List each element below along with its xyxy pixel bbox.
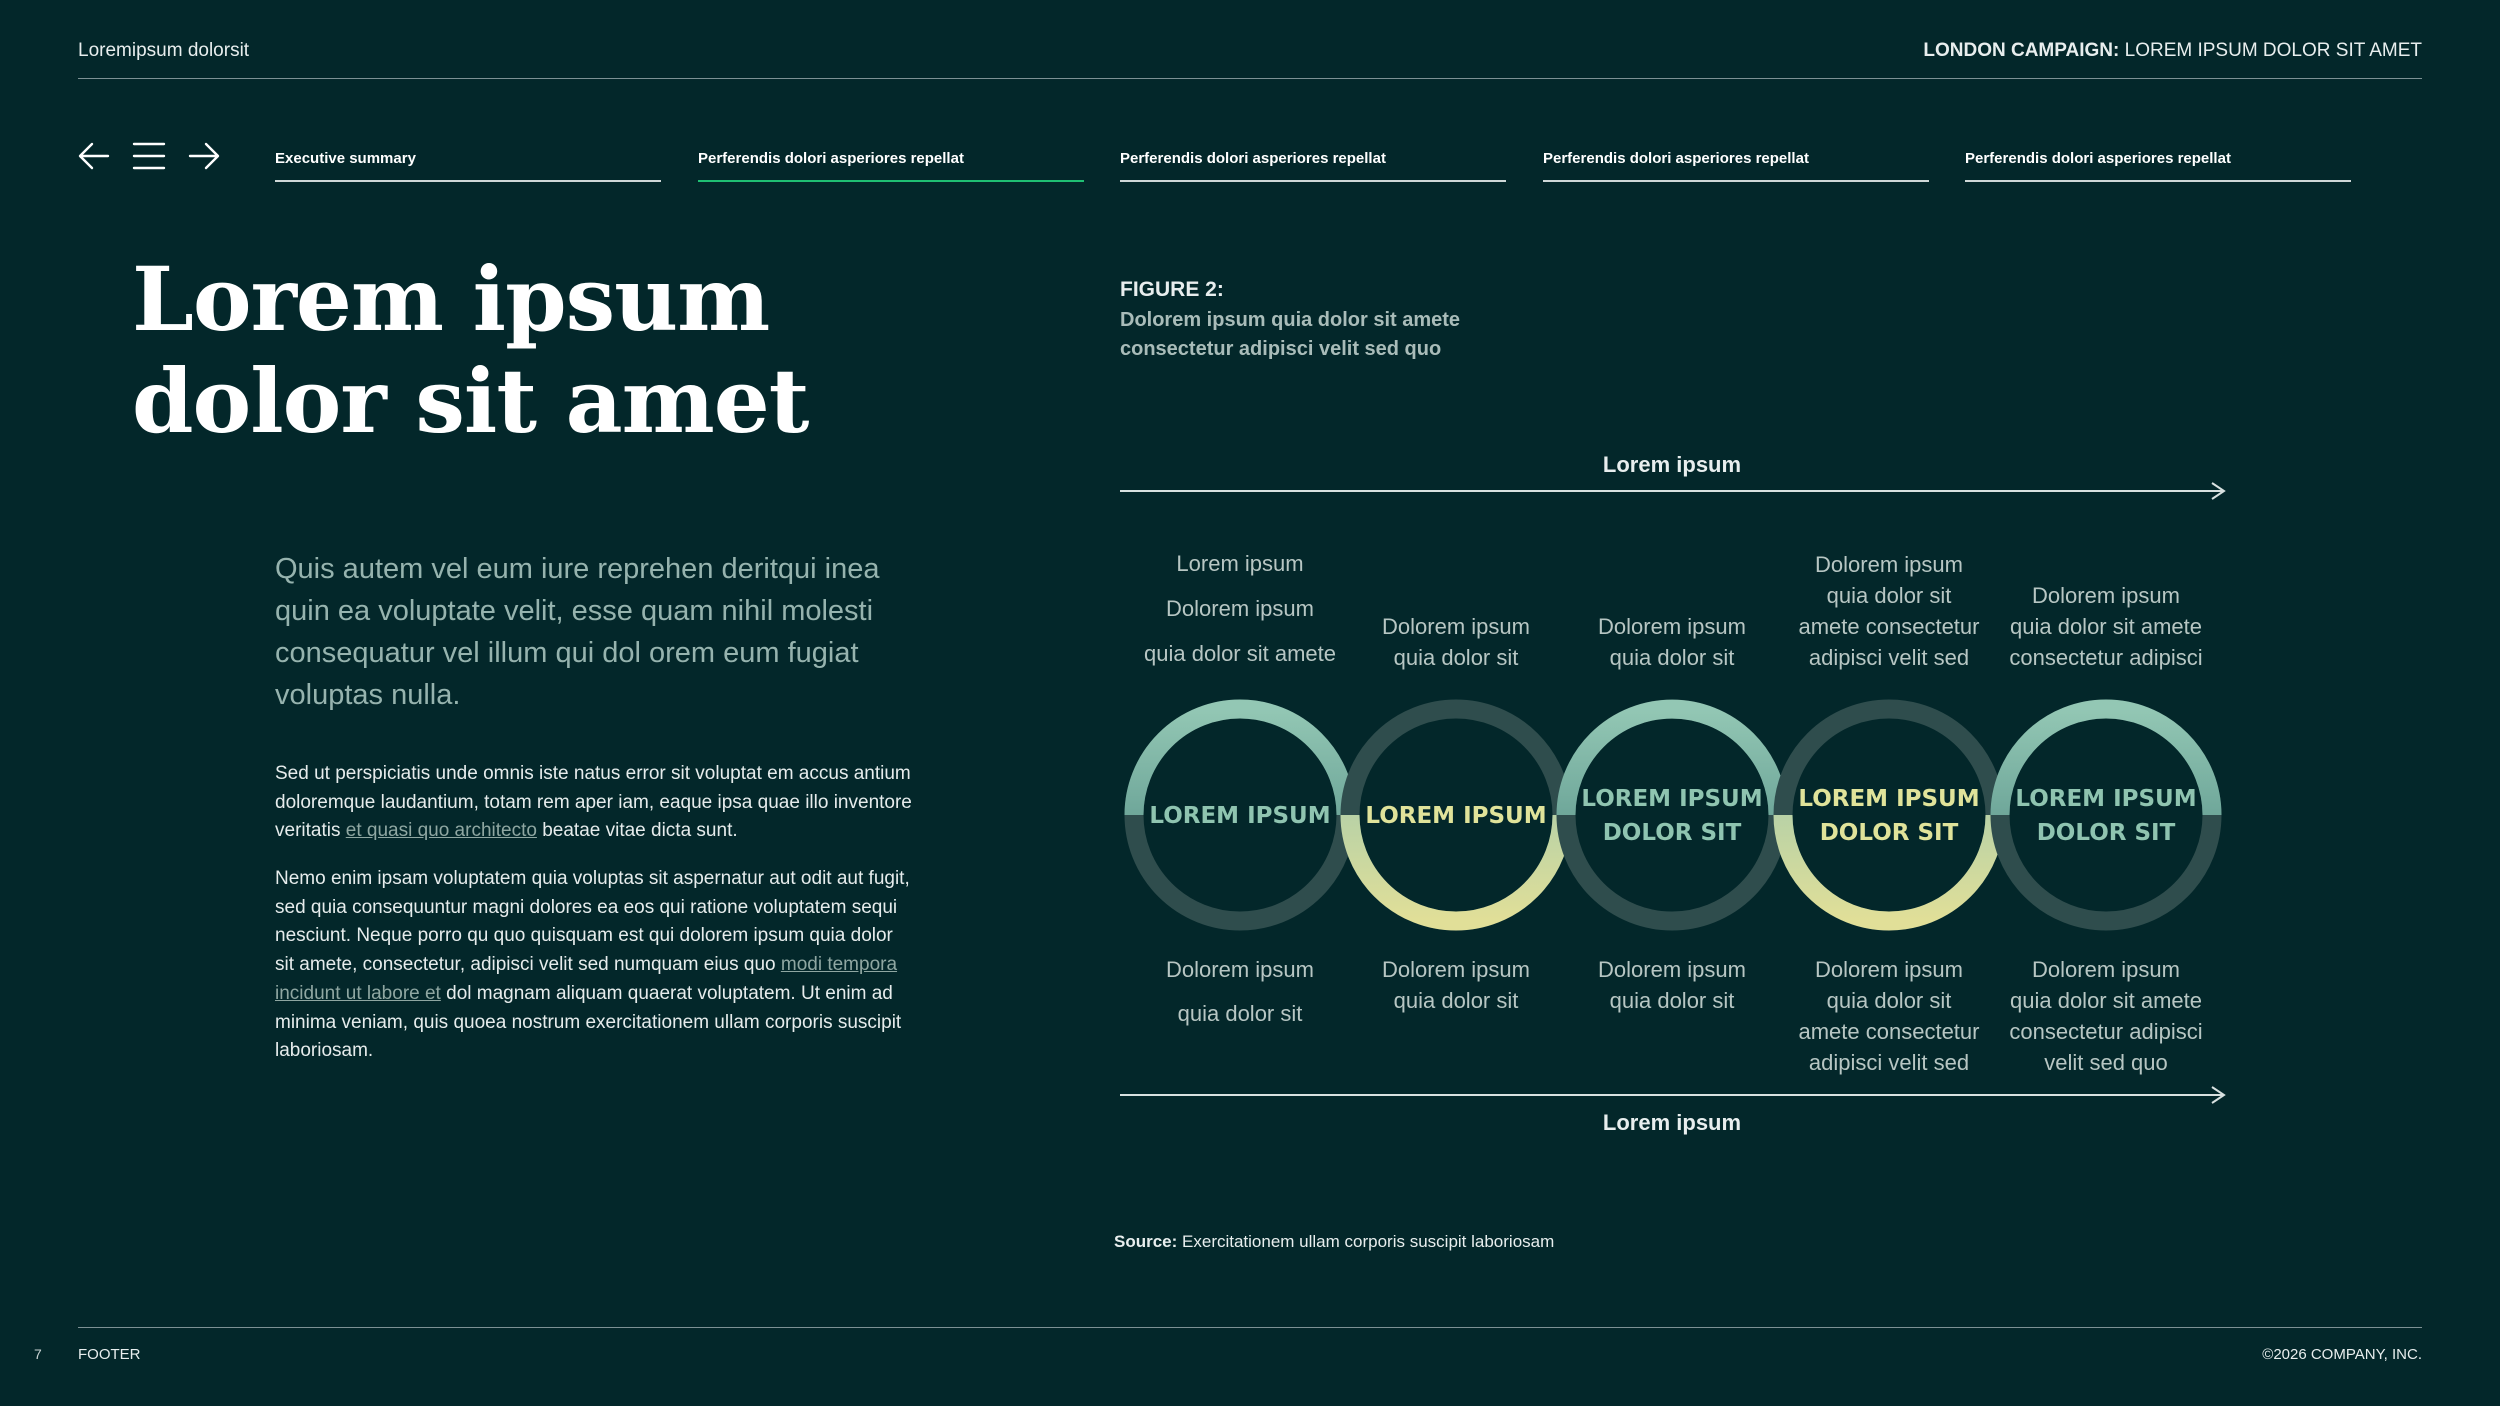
node-caption-top: Dolorem ipsum [1166, 596, 1314, 621]
node-caption-top: adipisci velit sed [1808, 645, 1970, 670]
node-caption-bottom: quia dolor sit [1177, 1001, 1303, 1026]
node-caption-bottom: quia dolor sit amete [2010, 988, 2202, 1013]
ring-label: LOREM IPSUM [1798, 786, 1980, 812]
node-caption-bottom: Dolorem ipsum [2032, 957, 2180, 982]
campaign-title-rest: LOREM IPSUM DOLOR SIT AMET [2119, 40, 2422, 61]
node-caption-top: consectetur adipisci [2009, 645, 2203, 670]
top-axis-label: Lorem ipsum [1602, 452, 1742, 477]
bottom-axis-label: Lorem ipsum [1602, 1110, 1742, 1135]
ring-label: LOREM IPSUM [1149, 803, 1331, 829]
brand-name: Loremipsum dolorsit [78, 40, 250, 61]
node-caption-bottom: adipisci velit sed [1808, 1050, 1970, 1075]
node-caption-bottom: quia dolor sit [1826, 988, 1952, 1013]
footer-label: FOOTER [78, 1346, 141, 1363]
ring-label: LOREM IPSUM [2015, 786, 2197, 812]
page-title-line: dolor sit amet [132, 349, 809, 453]
node-caption-top: quia dolor sit [1826, 583, 1952, 608]
ring-label: LOREM IPSUM [1365, 803, 1547, 829]
inline-link[interactable]: et quasi quo architecto [345, 820, 537, 842]
tab-label: Perferendis dolori asperiores repellat [698, 150, 964, 167]
node-caption-top: quia dolor sit [1393, 645, 1519, 670]
campaign-title-bold: LONDON CAMPAIGN: [1923, 40, 2120, 61]
node-caption-top: amete consectetur [1798, 614, 1980, 639]
tab-label: Perferendis dolori asperiores repellat [1120, 150, 1386, 167]
lead-paragraph: Quis autem vel eum iure reprehen deritqui inea quin ea voluptate velit, esse quam nihil molesti consequatur vel illum qui dol orem eum fugiat voluptas nulla. [275, 553, 880, 711]
page-title-line: Lorem ipsum [132, 247, 770, 351]
source-note [1114, 1232, 1554, 1252]
source-label: Source: [1114, 1232, 1178, 1251]
node-caption-bottom: Dolorem ipsum [1598, 957, 1746, 982]
node-caption-bottom: velit sed quo [2044, 1050, 2168, 1075]
tab-label: Perferendis dolori asperiores repellat [1965, 150, 2231, 167]
ring-label: DOLOR SIT [1819, 820, 1959, 846]
node-caption-bottom: Dolorem ipsum [1382, 957, 1530, 982]
node-caption-bottom: amete consectetur [1798, 1019, 1980, 1044]
rings-layer [1134, 709, 2212, 921]
ring-arc-yellow [1350, 815, 1562, 921]
page-number: 7 [34, 1346, 42, 1362]
copyright: ©2026 COMPANY, INC. [2262, 1346, 2422, 1363]
tab-label: Executive summary [275, 150, 416, 167]
node-caption-top: Lorem ipsum [1176, 551, 1304, 576]
inline-link[interactable]: modi tempora incidunt ut labore et [275, 954, 898, 1004]
figure-label: FIGURE 2: [1120, 278, 1224, 301]
node-caption-bottom: Dolorem ipsum [1166, 957, 1314, 982]
body-text: beatae vitae dicta sunt. [536, 820, 738, 842]
node-caption-bottom: quia dolor sit [1609, 988, 1735, 1013]
node-caption-top: Dolorem ipsum [2032, 583, 2180, 608]
tab-label: Perferendis dolori asperiores repellat [1543, 150, 1809, 167]
node-caption-bottom: consectetur adipisci [2009, 1019, 2203, 1044]
node-caption-top: Dolorem ipsum [1598, 614, 1746, 639]
body-text: Sed ut perspiciatis unde omnis iste natus error sit voluptat em accus antium doloremque laudantium, totam rem aper iam, eaque ipsa quae illo inventore veritatis [275, 763, 912, 842]
figure-caption: Dolorem ipsum quia dolor sit amete consectetur adipisci velit sed quo [1120, 309, 1461, 360]
source-text: Exercitationem ullam corporis suscipit laboriosam [1177, 1232, 1555, 1251]
node-caption-top: quia dolor sit [1609, 645, 1735, 670]
node-caption-top: Dolorem ipsum [1815, 552, 1963, 577]
node-caption-bottom: Dolorem ipsum [1815, 957, 1963, 982]
footer-divider [78, 1327, 2422, 1328]
body-text: Nemo enim ipsam voluptatem quia voluptas sit aspernatur aut odit aut fugit, sed quia consequuntur magni dolores ea eos qui ratione voluptatem sequi nesciunt. Neque porro qu quo quisquam est qui dolorem ipsum quia dolor sit amete, consectetur, adipisci velit sed numquam eius quo [275, 868, 910, 976]
ring-arc-teal [1134, 709, 1346, 815]
ring-label: DOLOR SIT [2036, 820, 2176, 846]
node-caption-top: Dolorem ipsum [1382, 614, 1530, 639]
node-caption-top: quia dolor sit amete [1144, 641, 1336, 666]
ring-label: DOLOR SIT [1602, 820, 1742, 846]
ring-label: LOREM IPSUM [1581, 786, 1763, 812]
node-caption-top: quia dolor sit amete [2010, 614, 2202, 639]
body-text: dol magnam aliquam quaerat voluptatem. Ut enim ad minima veniam, quis quoea nostrum exercitationem ullam corporis suscipit laboriosam. [275, 982, 902, 1062]
node-caption-bottom: quia dolor sit [1393, 988, 1519, 1013]
